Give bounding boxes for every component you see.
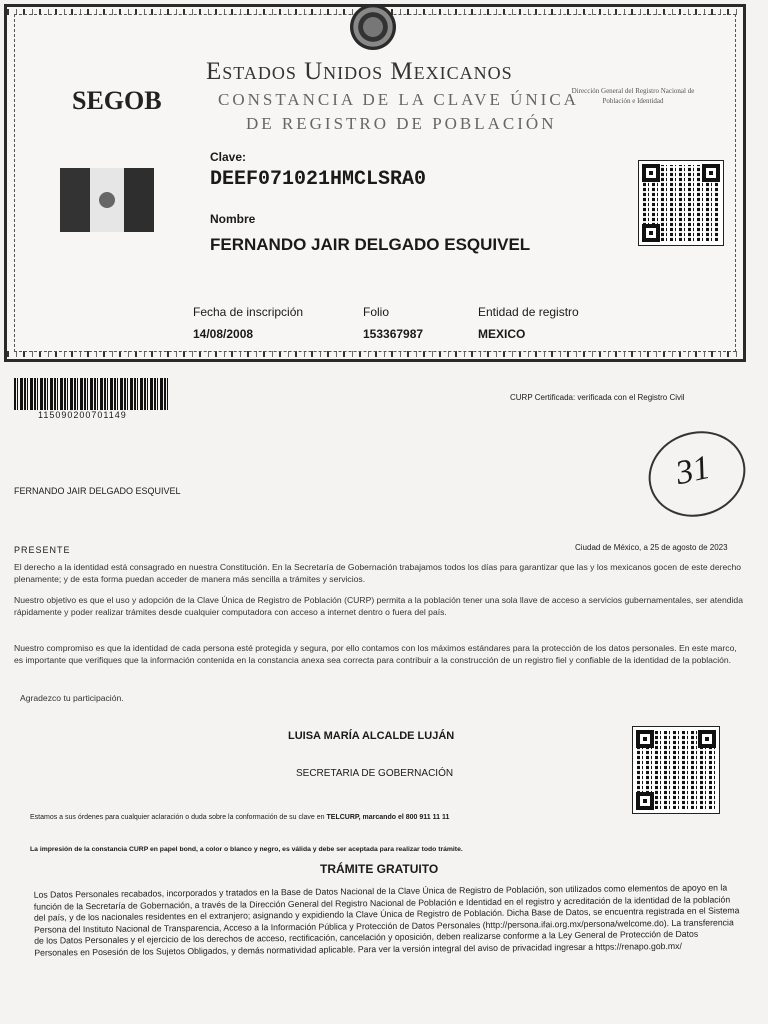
paragraph-1: El derecho a la identidad está consagrado en nuestra Constitución. En la Secretaría de Gobernación trabajamos todos los días para garantizar que las y los mexicanos gocen de este derecho plenamente; y de esta forma puedan acceder de manera más sencilla a trámites y servicios. (14, 562, 742, 584)
greeting: PRESENTE (14, 545, 71, 555)
entidad-value: MEXICO (478, 327, 526, 341)
document-title-line1: CONSTANCIA DE LA CLAVE ÚNICA (218, 90, 579, 109)
agency-name: SEGOB (72, 86, 162, 115)
clave-label: Clave: (210, 150, 247, 164)
contact-phone: TELCURP, marcando el 800 911 11 11 (326, 814, 450, 821)
place-date: Ciudad de México, a 25 de agosto de 2023 (575, 543, 728, 552)
thanks-text: Agradezco tu participación. (20, 693, 124, 703)
department-name: Dirección General del Registro Nacional de Población e Identidad (571, 87, 695, 105)
privacy-notice: Los Datos Personales recabados, incorporados y tratados en la Base de Datos Nacional de la Clave Única de Registro de Población, son utilizados como elementos de apoyo en la función de la Secretaría de Gobernación, a través de la Dirección General del Registro Nacional de Población e Identidad en el registro y acreditación de la identidad de la población del país, y de los nacionales residentes en el extranjero; asignando y expidiendo la Clave Única de Registro de Población. Dicha Base de Datos, se encuentra registrada en el Sistema Persona del Instituto Nacional de Transparencia, Acceso a la Información Pública y Protección de Datos Personales (http://persona.ifai.org.mx/persona/welcome.do). La transferencia de los Datos Personales y el ejercicio de los derechos de acceso, rectificación, cancelación y oposición, deben realizarse conforme a la Ley General de Protección de Datos Personales en Posesión de los Sujetos Obligados, y demás normatividad aplicable. Para ver la versión integral del aviso de privacidad ingresar a https://renapo.gob.mx/ (33, 882, 740, 958)
handwritten-number: 31 (672, 448, 714, 493)
tramite-gratuito: TRÁMITE GRATUITO (320, 862, 439, 876)
fecha-label: Fecha de inscripción (193, 305, 304, 319)
document-title-line2: DE REGISTRO DE POBLACIÓN (246, 114, 557, 133)
barcode-icon (14, 378, 170, 410)
contact-line (30, 814, 449, 821)
qr-code-icon (638, 160, 724, 246)
fecha-value: 14/08/2008 (193, 327, 254, 341)
barcode-number: 115090200701149 (38, 410, 127, 420)
curp-certified-note: CURP Certificada: verificada con el Registro Civil (510, 393, 685, 402)
country-title: Estados Unidos Mexicanos (206, 58, 513, 85)
recipient-name: FERNANDO JAIR DELGADO ESQUIVEL (14, 486, 181, 496)
clave-value: DEEF071021HMCLSRA0 (210, 168, 427, 191)
folio-label: Folio (363, 305, 390, 319)
contact-text: Estamos a sus órdenes para cualquier aclaración o duda sobre la conformación de su clave en (30, 814, 327, 821)
paragraph-2: Nuestro objetivo es que el uso y adopción de la Clave Única de Registro de Población (CURP) permita a la población tener una sola llave de acceso a servicios gubernamentales, ser atendida rápidamente y poder realizar trámites desde cualquier computadora con acceso a internet dentro o fuera del país. (14, 595, 743, 617)
paragraph-3: Nuestro compromiso es que la identidad de cada persona esté protegida y segura, por ello contamos con los máximos estándares para la protección de los datos personales. En este marco, es importante que verifiques que la información contenida en la constancia anexa sea correcta para contribuir a la construcción de un registro fiel y confiable de la identidad de la población. (14, 643, 737, 665)
nombre-label: Nombre (210, 212, 256, 226)
entidad-label: Entidad de registro (478, 305, 579, 319)
signer-name: LUISA MARÍA ALCALDE LUJÁN (288, 730, 455, 742)
signer-role: SECRETARIA DE GOBERNACIÓN (296, 768, 454, 779)
nombre-value: FERNANDO JAIR DELGADO ESQUIVEL (210, 235, 531, 254)
print-notice: La impresión de la constancia CURP en papel bond, a color o blanco y negro, es válida y debe ser aceptada para realizar todo trámite. (30, 846, 463, 853)
qr-code-signature-icon (632, 726, 720, 814)
national-seal-icon (350, 4, 396, 50)
folio-value: 153367987 (363, 327, 424, 341)
mexican-flag-icon (60, 168, 154, 232)
